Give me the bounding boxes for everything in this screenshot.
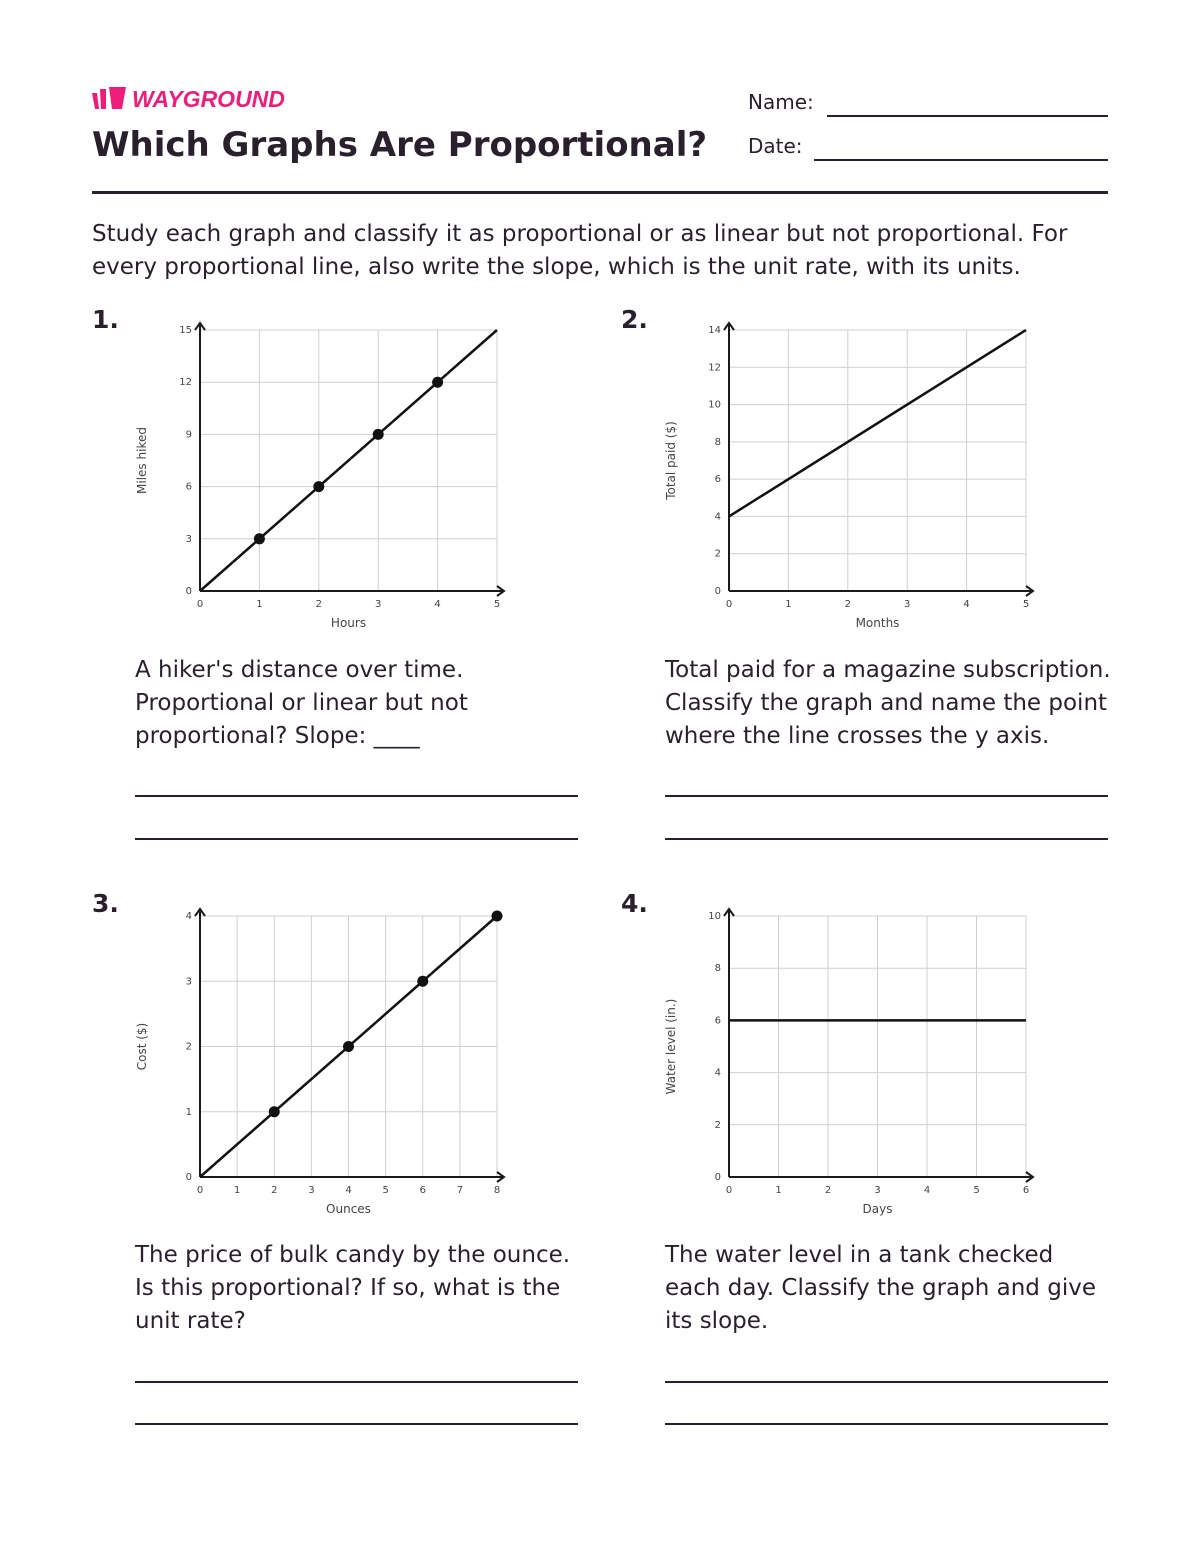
y-tick-label: 10 <box>708 911 721 922</box>
problem-number-3: 3. <box>92 889 119 918</box>
x-tick-label: 0 <box>196 1185 204 1196</box>
answer-line-1a[interactable] <box>135 795 578 797</box>
y-tick-label: 1 <box>185 1106 192 1118</box>
y-tick-label: 4 <box>714 511 721 523</box>
x-axis-label: Hours <box>330 616 367 630</box>
y-axis-arrow-icon <box>195 323 205 330</box>
y-axis-label: Water level (in.) <box>664 998 678 1095</box>
x-axis-arrow-icon <box>497 1172 504 1182</box>
y-tick-label: 0 <box>185 586 192 597</box>
x-tick-label: 5 <box>973 1185 980 1196</box>
data-point <box>492 911 503 922</box>
y-tick-label: 14 <box>708 325 721 336</box>
y-tick-label: 10 <box>708 399 721 411</box>
x-tick-label: 5 <box>493 599 501 610</box>
x-tick-label: 5 <box>382 1185 389 1196</box>
brand-name: WAYGROUND <box>132 86 285 112</box>
header-divider <box>92 191 1108 194</box>
x-tick-label: 1 <box>775 1185 782 1196</box>
data-point <box>373 429 384 440</box>
y-tick-label: 6 <box>714 1015 721 1027</box>
x-tick-label: 3 <box>308 1185 315 1196</box>
x-tick-label: 1 <box>785 599 792 610</box>
y-axis-arrow-icon <box>724 323 734 330</box>
x-tick-label: 2 <box>824 1185 832 1196</box>
instructions: Study each graph and classify it as proportional or as linear but not proportional. For every proportional line, also write the slope, which is the unit rate, with its units. <box>92 221 1068 280</box>
x-tick-label: 0 <box>725 1185 733 1196</box>
name-label: Name: <box>748 90 814 114</box>
question-1: A hiker's distance over time. Proportional or linear but not proportional? Slope: ____ <box>135 657 468 749</box>
x-tick-label: 2 <box>844 599 851 610</box>
y-tick-label: 0 <box>714 1172 721 1183</box>
answer-line-4a[interactable] <box>665 1381 1108 1383</box>
x-tick-label: 4 <box>345 1185 352 1196</box>
answer-line-2a[interactable] <box>665 795 1108 797</box>
x-tick-label: 6 <box>419 1185 426 1196</box>
data-point <box>313 481 324 492</box>
y-axis-label: Cost ($) <box>135 1022 149 1071</box>
question-3: The price of bulk candy by the ounce. Is this proportional? If so, what is the unit rate? <box>135 1242 571 1334</box>
y-tick-label: 2 <box>185 1041 192 1053</box>
data-point <box>343 1041 354 1052</box>
y-tick-label: 3 <box>185 976 192 988</box>
y-tick-label: 9 <box>185 429 192 441</box>
answer-line-3b[interactable] <box>135 1423 578 1425</box>
x-tick-label: 1 <box>233 1185 241 1196</box>
y-axis-label: Miles hiked <box>135 427 149 494</box>
date-field[interactable] <box>814 159 1108 161</box>
data-line <box>200 330 497 591</box>
problem-number-1: 1. <box>92 305 119 334</box>
data-point <box>417 976 428 987</box>
page-title: Which Graphs Are Proportional? <box>92 125 708 165</box>
date-label: Date: <box>748 134 803 158</box>
answer-line-4b[interactable] <box>665 1423 1108 1425</box>
x-tick-label: 3 <box>874 1185 881 1196</box>
x-tick-label: 7 <box>456 1185 464 1196</box>
question-2: Total paid for a magazine subscription. Classify the graph and name the point where the line crosses the y axis. <box>665 657 1111 749</box>
x-tick-label: 0 <box>196 599 204 610</box>
x-axis-label: Ounces <box>326 1202 371 1216</box>
x-axis-arrow-icon <box>1026 586 1033 596</box>
x-axis-label: Months <box>855 616 900 630</box>
data-line <box>200 916 497 1177</box>
y-tick-label: 8 <box>714 963 721 975</box>
y-tick-label: 12 <box>179 377 192 389</box>
problem-number-4: 4. <box>621 889 648 918</box>
x-tick-label: 6 <box>1022 1185 1030 1196</box>
x-tick-label: 4 <box>963 599 970 610</box>
y-tick-label: 0 <box>714 586 721 597</box>
y-tick-label: 0 <box>185 1172 192 1183</box>
x-axis-label: Days <box>862 1202 893 1216</box>
y-tick-label: 6 <box>714 474 721 486</box>
brand-logo <box>92 86 285 112</box>
x-axis-arrow-icon <box>1026 1172 1033 1182</box>
y-tick-label: 8 <box>714 436 721 448</box>
y-axis-arrow-icon <box>724 909 734 916</box>
answer-line-1b[interactable] <box>135 838 578 840</box>
x-tick-label: 8 <box>493 1185 501 1196</box>
wayground-logo-icon <box>92 87 126 111</box>
data-point <box>254 533 265 544</box>
y-tick-label: 15 <box>179 325 192 336</box>
data-line <box>729 330 1026 516</box>
x-tick-label: 4 <box>923 1185 931 1196</box>
y-tick-label: 3 <box>185 533 192 545</box>
name-field[interactable] <box>827 115 1108 117</box>
question-4: The water level in a tank checked each day. Classify the graph and give its slope. <box>665 1242 1096 1334</box>
y-axis-arrow-icon <box>195 909 205 916</box>
x-tick-label: 2 <box>315 599 322 610</box>
x-tick-label: 2 <box>271 1185 278 1196</box>
x-tick-label: 1 <box>256 599 263 610</box>
y-axis-label: Total paid ($) <box>664 421 678 500</box>
answer-line-3a[interactable] <box>135 1381 578 1383</box>
problem-number-2: 2. <box>621 305 648 334</box>
y-tick-label: 6 <box>185 481 192 493</box>
x-tick-label: 4 <box>434 599 441 610</box>
x-tick-label: 3 <box>904 599 911 610</box>
y-tick-label: 12 <box>708 362 721 374</box>
y-tick-label: 2 <box>714 548 721 560</box>
data-point <box>432 377 443 388</box>
x-tick-label: 3 <box>375 599 382 610</box>
x-tick-label: 0 <box>725 599 733 610</box>
x-axis-arrow-icon <box>497 586 504 596</box>
y-tick-label: 2 <box>714 1119 721 1131</box>
y-tick-label: 4 <box>185 911 192 922</box>
y-tick-label: 4 <box>714 1067 721 1079</box>
answer-line-2b[interactable] <box>665 838 1108 840</box>
data-point <box>269 1106 280 1117</box>
x-tick-label: 5 <box>1022 599 1030 610</box>
